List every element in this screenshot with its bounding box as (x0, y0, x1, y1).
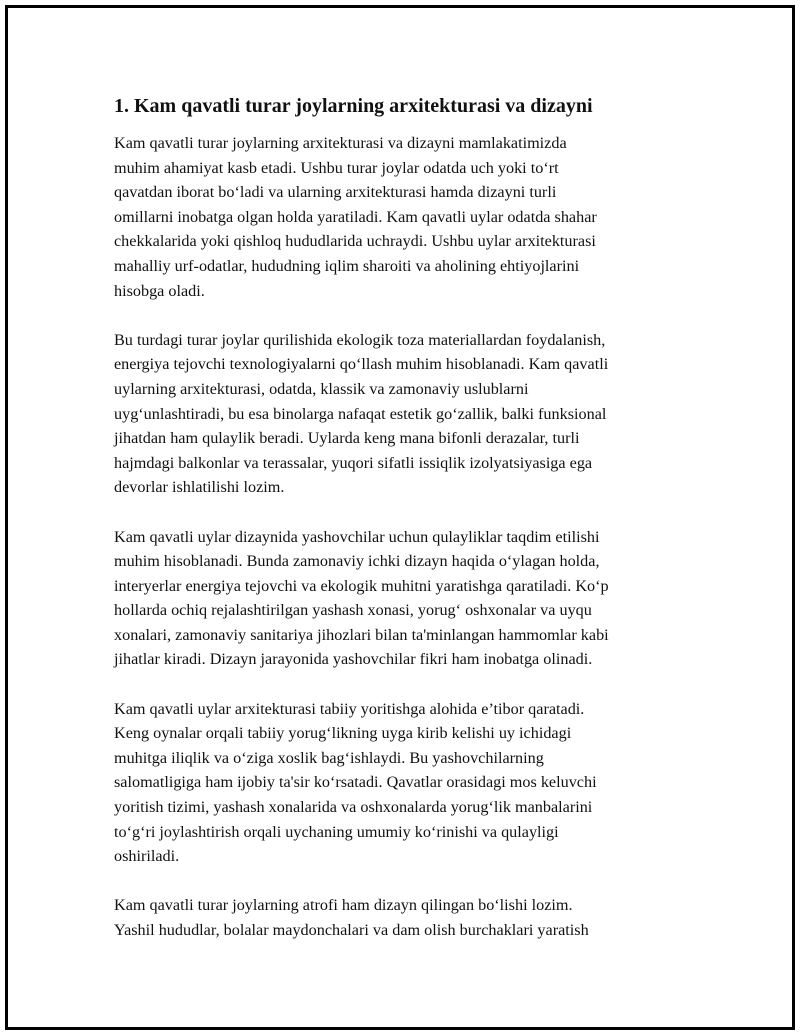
text-line: muhim ahamiyat kasb etadi. Ushbu turar joylar odatda uch yoki to‘rt (114, 158, 559, 177)
text-line: devorlar ishlatilishi lozim. (114, 478, 285, 497)
text-line: Yashil hududlar, bolalar maydonchalari va dam olish burchaklari yaratish (114, 921, 589, 939)
text-line: oshiriladi. (114, 847, 180, 866)
text-line: Kam qavatli uylar arxitekturasi tabiiy yoritishga alohida e’tibor qaratadi. (114, 699, 585, 718)
text-line: jihatdan ham qulaylik beradi. Uylarda keng mana bifonli derazalar, turli (114, 429, 580, 448)
text-line: yoritish tizimi, yashash xonalarida va oshxonalarda yorug‘lik manbalarini (114, 798, 593, 817)
text-line: chekkalarida yoki qishloq hududlarida uchraydi. Ushbu uylar arxitekturasi (114, 232, 596, 251)
text-line: muhitga iliqlik va o‘ziga xoslik bag‘ishlaydi. Bu yashovchilarning (114, 748, 544, 767)
text-line: Kam qavatli turar joylarning arxitekturasi va dizayni mamlakatimizda (114, 134, 567, 152)
text-line: salomatligiga ham ijobiy ta'sir ko‘rsatadi. Qavatlar orasidagi mos keluvchi (114, 773, 597, 792)
text-line: uyg‘unlashtiradi, bu esa binolarga nafaqat estetik go‘zallik, balki funksional (114, 404, 607, 423)
paragraph-1 (114, 131, 674, 303)
text-line: interyerlar energiya tejovchi va ekologik muhitni yaratishga qaratiladi. Ko‘p (114, 576, 609, 595)
text-line: xonalari, zamonaviy sanitariya jihozlari bilan ta'minlangan hammomlar kabi (114, 625, 609, 644)
document-body (114, 93, 674, 967)
text-line: energiya tejovchi texnologiyalarni qo‘llash muhim hisoblanadi. Kam qavatli (114, 355, 609, 374)
paragraph-5 (114, 893, 674, 942)
paragraph-3 (114, 525, 674, 673)
text-line: Bu turdagi turar joylar qurilishida ekologik toza materiallardan foydalanish, (114, 330, 606, 349)
text-line: mahalliy urf-odatlar, hududning iqlim sharoiti va aholining ehtiyojlarini (114, 256, 580, 275)
text-line: hollarda ochiq rejalashtirilgan yashash xonasi, yorug‘ oshxonalar va uyqu (114, 601, 592, 620)
text-line: Keng oynalar orqali tabiiy yorug‘likning uyga kirib kelishi uy ichidagi (114, 724, 572, 743)
text-line: uylarning arxitekturasi, odatda, klassik va zamonaviy uslublarni (114, 379, 529, 398)
text-line: muhim hisoblanadi. Bunda zamonaviy ichki dizayn haqida o‘ylagan holda, (114, 552, 600, 571)
text-line: omillarni inobatga olgan holda yaratiladi. Kam qavatli uylar odatda shahar (114, 207, 597, 226)
text-line: hajmdagi balkonlar va terassalar, yuqori sifatli issiqlik izolyatsiyasiga ega (114, 453, 593, 472)
text-line: hisobga oladi. (114, 281, 205, 300)
section-heading: 1. Kam qavatli turar joylarning arxitekturasi va dizayni (114, 95, 593, 117)
text-line: Kam qavatli turar joylarning atrofi ham dizayn qilingan bo‘lishi lozim. (114, 896, 573, 915)
text-line: Kam qavatli uylar dizaynida yashovchilar uchun qulayliklar taqdim etilishi (114, 527, 600, 546)
text-line: qavatdan iborat bo‘ladi va ularning arxitekturasi hamda dizayni turli (114, 183, 557, 202)
text-line: jihatlar kiradi. Dizayn jarayonida yashovchilar fikri ham inobatga olinadi. (114, 650, 593, 669)
text-line: to‘g‘ri joylashtirish orqali uychaning umumiy ko‘rinishi va qulayligi (114, 822, 559, 841)
paragraph-4 (114, 697, 674, 869)
paragraph-2 (114, 328, 674, 500)
